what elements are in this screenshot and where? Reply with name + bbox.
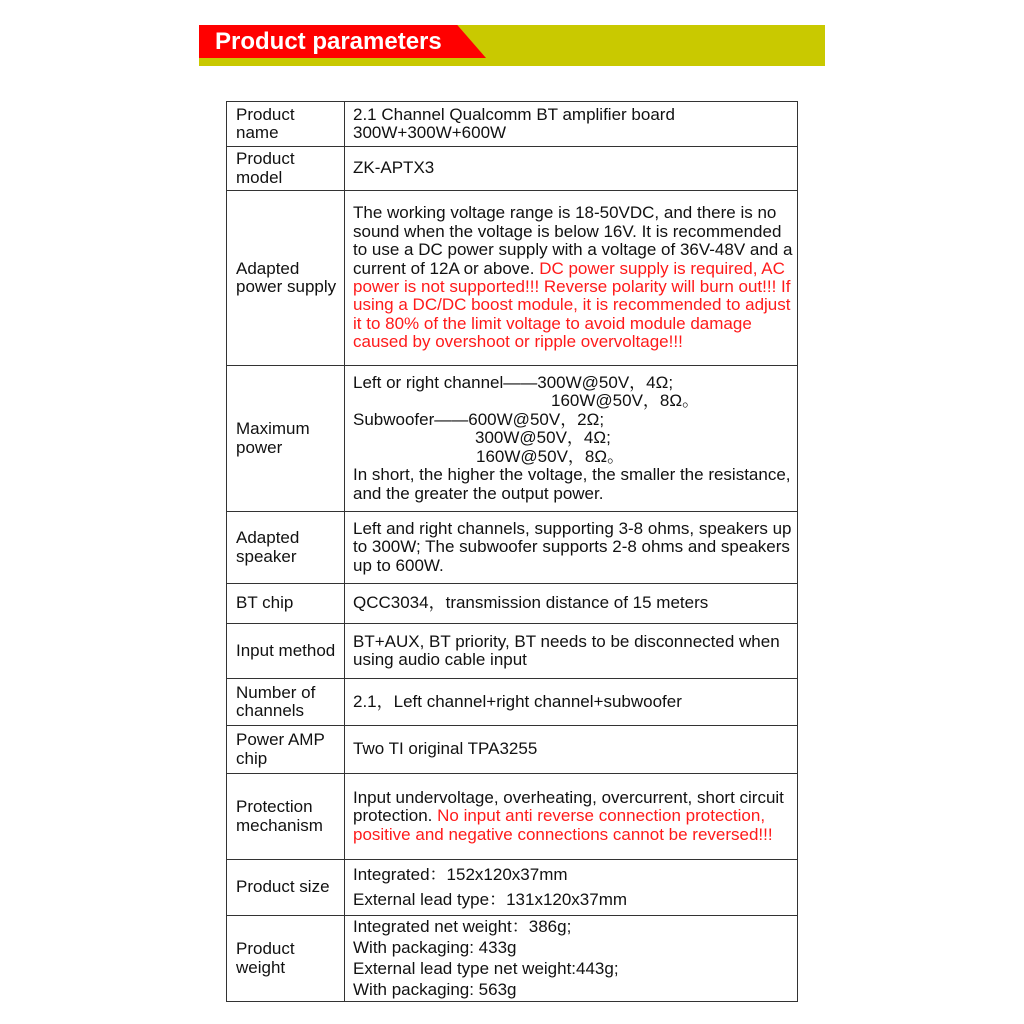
size-line: External lead type：131x120x37mm <box>353 889 628 909</box>
row-value: QCC3034，transmission distance of 15 meters <box>345 584 798 624</box>
row-label: Adapted speaker <box>227 512 345 584</box>
value-line: 300W+300W+600W <box>353 123 507 142</box>
row-value <box>345 366 798 512</box>
weight-line: With packaging: 563g <box>353 979 517 999</box>
row-label: Product size <box>227 860 345 916</box>
weight-line: Integrated net weight：386g; <box>353 916 572 936</box>
page-title: Product parameters <box>215 28 442 55</box>
table-row-product-model <box>227 147 798 191</box>
warning-text: No input anti reverse connection protection, positive and negative connections cannot be reversed!!! <box>353 806 773 844</box>
row-value <box>345 191 798 366</box>
row-label: Input method <box>227 624 345 679</box>
row-label: Power AMP chip <box>227 726 345 774</box>
weight-line: With packaging: 433g <box>353 937 517 957</box>
table-row-number-of-channels <box>227 679 798 726</box>
row-label: BT chip <box>227 584 345 624</box>
row-label: Protection mechanism <box>227 774 345 860</box>
power-line: 160W@50V，8Ω。 <box>551 391 700 411</box>
value-text: Input undervoltage, overheating, overcurrent, short circuit protection. <box>353 787 784 826</box>
row-value: 2.1，Left channel+right channel+subwoofer <box>345 679 798 726</box>
power-summary: In short, the higher the voltage, the smaller the resistance, and the greater the output power. <box>353 465 791 503</box>
table-row-protection-mechanism <box>227 774 798 860</box>
product-parameters-table <box>226 101 798 1002</box>
row-label: Product name <box>227 102 345 147</box>
row-value: ZK-APTX3 <box>345 147 798 191</box>
value-text: The working voltage range is 18-50VDC, and there is no sound when the voltage is below 16V. It is recommended to use a DC power supply with a voltage of 36V-48V and a current of 12A or above. <box>353 203 793 278</box>
table-row-maximum-power <box>227 366 798 512</box>
power-line: Subwoofer——600W@50V，2Ω; <box>353 409 605 429</box>
value-line: 2.1 Channel Qualcomm BT amplifier board <box>353 104 675 124</box>
power-line: 160W@50V，8Ω。 <box>476 446 625 466</box>
table-row-product-size <box>227 860 798 916</box>
weight-line: External lead type net weight:443g; <box>353 958 619 978</box>
table-row-input-method <box>227 624 798 679</box>
table-row-adapted-speaker <box>227 512 798 584</box>
row-label: Product model <box>227 147 345 191</box>
row-value: Left and right channels, supporting 3-8 ohms, speakers up to 300W; The subwoofer supports 2-8 ohms and speakers up to 600W. <box>345 512 798 584</box>
power-line: Left or right channel——300W@50V，4Ω; <box>353 373 674 393</box>
power-line: 300W@50V，4Ω; <box>475 428 611 448</box>
row-value <box>345 860 798 916</box>
row-value: BT+AUX, BT priority, BT needs to be disconnected when using audio cable input <box>345 624 798 679</box>
table-row-product-weight <box>227 916 798 1002</box>
row-value <box>345 774 798 860</box>
row-label: Number of channels <box>227 679 345 726</box>
row-value: Two TI original TPA3255 <box>345 726 798 774</box>
warning-text: DC power supply is required, AC power is not supported!!! Reverse polarity will burn out!!! If using a DC/DC boost module, it is recommended to adjust it to 80% of the limit voltage to avoid module damage caused by overshoot or ripple overvoltage!!! <box>353 258 791 352</box>
row-label: Product weight <box>227 916 345 1002</box>
row-label: Maximum power <box>227 366 345 512</box>
row-value <box>345 102 798 147</box>
table-row-product-name <box>227 102 798 147</box>
table-row-adapted-power-supply <box>227 191 798 366</box>
row-value <box>345 916 798 1002</box>
size-line: Integrated：152x120x37mm <box>353 865 568 885</box>
table-row-power-amp-chip <box>227 726 798 774</box>
table-row-bt-chip <box>227 584 798 624</box>
row-label: Adapted power supply <box>227 191 345 366</box>
header-banner <box>199 25 825 66</box>
